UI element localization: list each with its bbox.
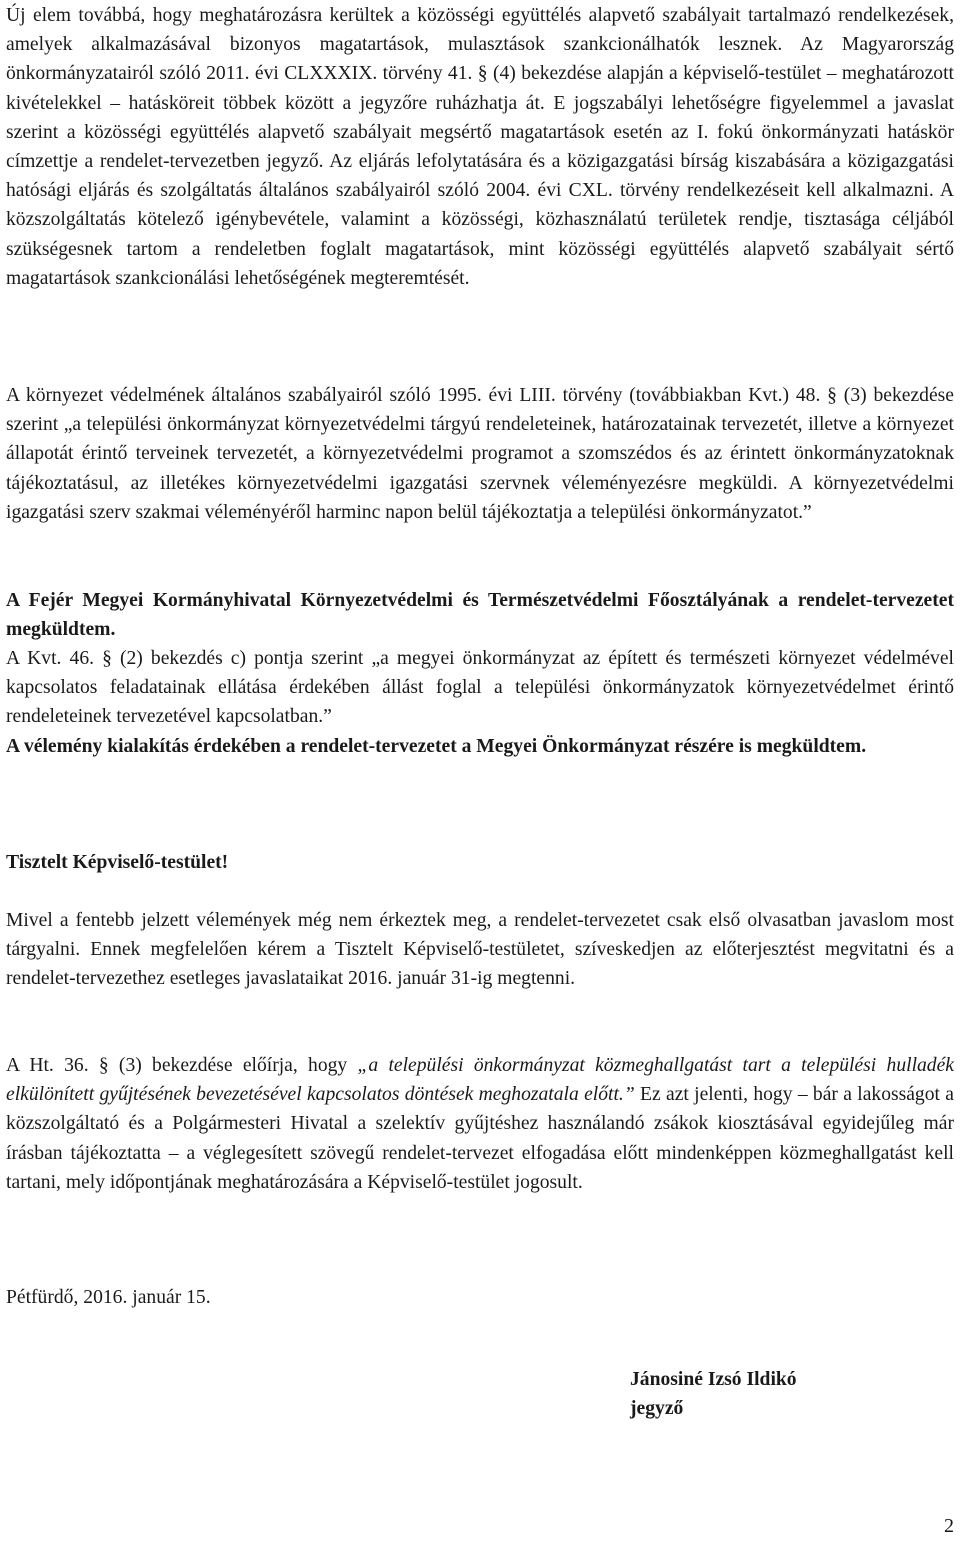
- paragraph-public-hearing: [6, 1051, 954, 1197]
- paragraph-kvt-46: A Kvt. 46. § (2) bekezdés c) pontja szerint „a megyei önkormányzat az épített és természeti környezet védelmével kapcsolatos feladatainak ellátása érdekében állást foglal a települési önkormányzatok környezetvédelmet érintő rendeleteinek tervezetével kapcsolatban.”: [6, 648, 954, 728]
- public-hearing-intro: A Ht. 36. § (3) bekezdése előírja, hogy: [6, 1055, 358, 1076]
- paragraph-proposal: Mivel a fentebb jelzett vélemények még nem érkeztek meg, a rendelet-tervezetet csak első olvasatban javaslom most tárgyalni. Ennek megfelelően kérem a Tisztelt Képviselő-testületet, szíveskedjen az előterjesztést megvitatni és a rendelet-tervezethez esetleges javaslataikat 2016. január 31-ig megtenni.: [6, 910, 954, 990]
- signatory-name: Jánosiné Izsó Ildikó: [630, 1369, 797, 1390]
- place-and-date: Pétfürdő, 2016. január 15.: [6, 1287, 211, 1308]
- public-hearing-quote: „a települési önkormányzat közmeghallgatást tart a települési hulladék elkülönített gyűjtésének bevezetésével kapcsolatos döntések meghozatala előtt.”: [6, 1055, 954, 1106]
- paragraph-community-rules: Új elem továbbá, hogy meghatározásra kerültek a közösségi együttélés alapvető szabályait tartalmazó rendelkezések, amelyek alkalmazásával bizonyos magatartások, mulasztások szankcionálhatók lesznek. Az Magyarország önkormányzatairól szóló 2011. évi CLXXXIX. törvény 41. § (4) bekezdése alapján a képviselő-testület – meghatározott kivételekkel – hatásköreit többek között a jegyzőre ruházhatja át. E jogszabályi lehetőségre figyelemmel a javaslat szerint a közösségi együttélés alapvető szabályait megsértő magatartások esetén az I. fokú önkormányzati hatáskör címzettje a rendelet-tervezetben jegyző. Az eljárás lefolytatására és a közigazgatási bírság kiszabására a közigazgatási hatósági eljárás és szolgáltatás általános szabályairól szóló 2004. évi CXL. törvény rendelkezéseit kell alkalmazni. A közszolgáltatás kötelező igénybevétele, valamint a közösségi, közhasználatú területek rendje, tisztasága céljából szükségesnek tartom a rendeletben foglalt magatartások, mint közösségi együttélés alapvető szabályait sértő magatartások szankcionálási lehetőségének megteremtését.: [6, 5, 954, 289]
- salutation: Tisztelt Képviselő-testület!: [6, 852, 229, 873]
- public-hearing-rest: Ez azt jelenti, hogy – bár a lakosságot a közszolgáltató és a Polgármesteri Hivatal a szelektív gyűjtéshez használandó zsákok kiosztásával egyidejűleg már írásban tájékoztatta – a véglegesített szövegű rendelet-tervezet elfogadása előtt mindenképpen közmeghallgatást kell tartani, mely időpontjának meghatározására a Képviselő-testület jogosult.: [6, 1084, 954, 1193]
- paragraph-kvt-48: A környezet védelmének általános szabályairól szóló 1995. évi LIII. törvény (továbbiakban Kvt.) 48. § (3) bekezdése szerint „a települési önkormányzat környezetvédelmi tárgyú rendeleteinek, határozatainak tervezetét, illetve a környezet állapotát érintő terveinek tervezetét, a környezetvédelmi programot a szomszédos és az érintett önkormányzatoknak tájékoztatásul, az illetékes környezetvédelmi igazgatási szervnek véleményezésre megküldi. A környezetvédelmi igazgatási szerv szakmai véleményéről harminc napon belül tájékoztatja a települési önkormányzatot.”: [6, 385, 954, 523]
- page-number: 2: [944, 1514, 954, 1537]
- signature-block: [630, 1365, 930, 1423]
- paragraph-sent-to-county: A vélemény kialakítás érdekében a rendelet-tervezetet a Megyei Önkormányzat részére is megküldtem.: [6, 736, 867, 757]
- paragraph-sent-to-government-office: A Fejér Megyei Kormányhivatal Környezetvédelmi és Természetvédelmi Főosztályának a rendelet-tervezetet megküldtem.: [6, 590, 954, 641]
- signatory-title: jegyző: [630, 1398, 684, 1420]
